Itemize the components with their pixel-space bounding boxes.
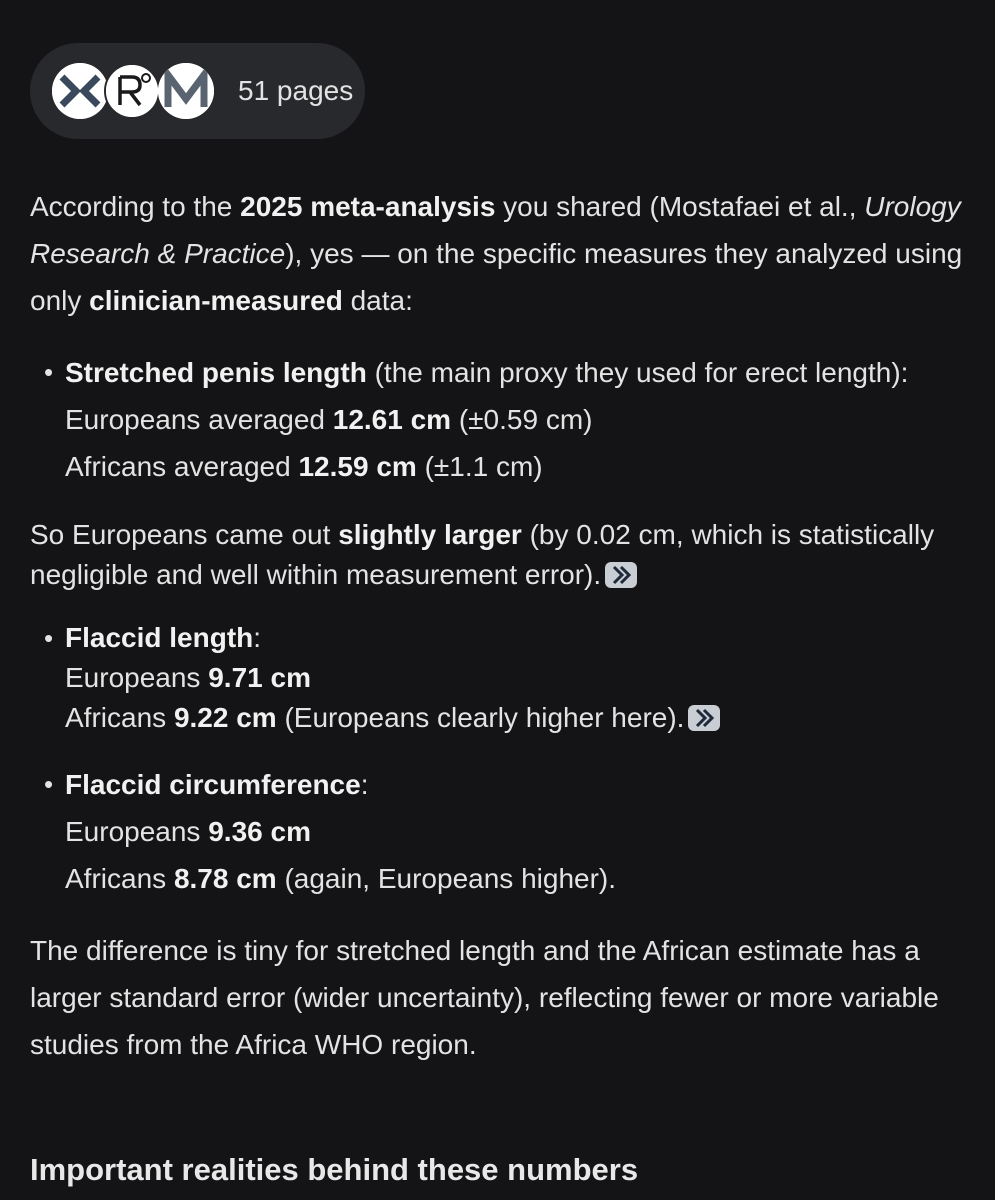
bullet-flaccid-length xyxy=(30,618,970,738)
intro-text-3: ), yes — on the specific measures they analyzed using only xyxy=(30,238,963,316)
bullet-line-text: Africans xyxy=(65,863,174,894)
bullet-line-text: Europeans xyxy=(65,662,209,693)
intro-paragraph xyxy=(30,183,970,324)
bullet-line-text: Europeans averaged xyxy=(65,404,333,435)
response-body xyxy=(30,183,970,1068)
summary-paragraph xyxy=(30,515,970,595)
bullet-value: 12.59 cm xyxy=(298,451,417,482)
sources-chip[interactable] xyxy=(30,43,365,139)
bullet-value: 9.71 cm xyxy=(208,662,311,693)
intro-text-1: According to the xyxy=(30,191,241,222)
summary-text-2: (by 0.02 cm, which is statistically negligible and well within measurement error). xyxy=(30,519,935,590)
bullet-list-2 xyxy=(30,618,970,738)
bullet-title: Flaccid circumference xyxy=(65,769,361,800)
bullet-list-1 xyxy=(30,349,970,490)
bullet-title-suffix: : xyxy=(253,622,262,653)
r-logo-icon xyxy=(104,63,160,119)
m-logo-icon xyxy=(158,63,214,119)
bullet-line-text: Europeans xyxy=(65,816,209,847)
bullet-dot: • xyxy=(44,357,54,387)
bullet-stretched-length xyxy=(30,349,970,490)
bullet-value: 9.22 cm xyxy=(173,702,277,733)
intro-bold-1: 2025 meta-analysis xyxy=(240,191,496,222)
intro-bold-2: clinician-measured xyxy=(89,285,343,316)
bullet-line-text: (again, Europeans higher). xyxy=(276,863,617,894)
bullet-line-text: (Europeans clearly higher here). xyxy=(276,702,685,733)
bullet-line-text: Africans averaged xyxy=(65,451,299,482)
bullet-line-text: Africans xyxy=(65,702,174,733)
bullet-value: 12.61 cm xyxy=(332,404,452,435)
closing-paragraph: The difference is tiny for stretched length and the African estimate has a larger standard error (wider uncertainty), reflecting fewer or more variable studies from the Africa WHO region. xyxy=(30,935,939,1060)
intro-text-4: data: xyxy=(342,285,413,316)
bullet-title-suffix: : xyxy=(360,769,369,800)
bullet-title: Stretched penis length xyxy=(65,357,367,388)
bullet-dot: • xyxy=(44,769,54,799)
sources-count-label: 51 pages xyxy=(238,75,354,106)
bullet-line-text: (±0.59 cm) xyxy=(451,404,593,435)
summary-text-1: So Europeans came out xyxy=(30,519,339,550)
section-heading: Important realities behind these numbers xyxy=(30,1152,639,1187)
bullet-flaccid-circumference xyxy=(30,761,970,902)
summary-bold: slightly larger xyxy=(338,519,522,550)
bullet-title: Flaccid length xyxy=(65,622,254,653)
intro-text-2: you shared (Mostafaei et al., xyxy=(495,191,865,222)
bullet-dot: • xyxy=(44,623,54,653)
xrp-logo-icon xyxy=(52,63,108,119)
bullet-value: 9.36 cm xyxy=(208,816,311,847)
bullet-title-suffix: (the main proxy they used for erect length): xyxy=(366,357,909,388)
bullet-value: 8.78 cm xyxy=(173,863,277,894)
bullet-line-text: (±1.1 cm) xyxy=(416,451,543,482)
citation-chevron-icon[interactable] xyxy=(605,562,637,588)
intro-journal-name: Urology Research & Practice xyxy=(30,191,961,269)
citation-chevron-icon[interactable] xyxy=(688,705,720,731)
bullet-list-3 xyxy=(30,761,970,902)
